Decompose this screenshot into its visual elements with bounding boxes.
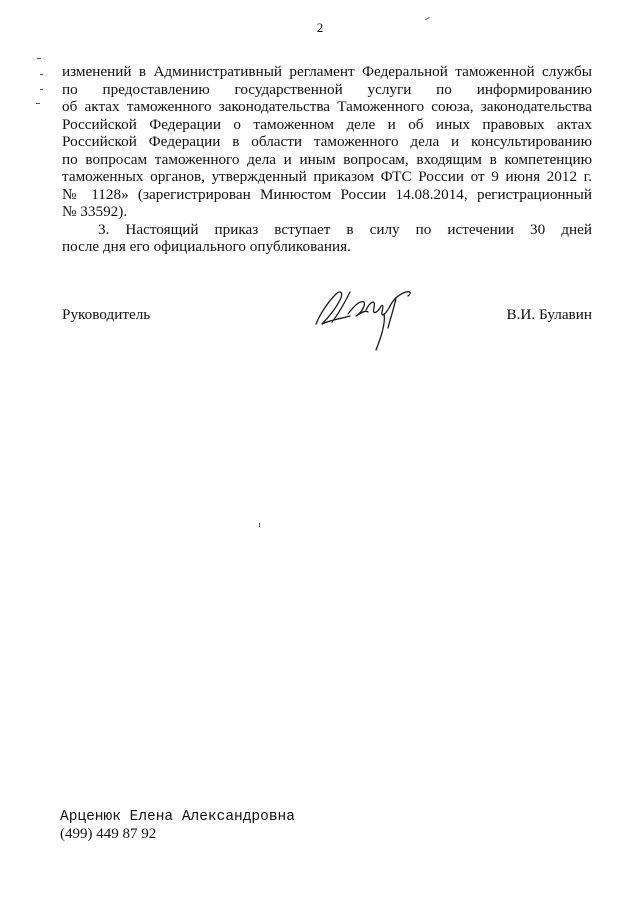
text-line: Российской Федерации в области таможенного дела и консультированию — [62, 133, 592, 150]
handwritten-signature — [310, 284, 420, 356]
scan-speck — [37, 58, 41, 59]
text-line: изменений в Административный регламент Федеральной таможенной службы — [62, 63, 592, 80]
scan-speck — [36, 103, 40, 104]
text-line: Российской Федерации о таможенном деле и об иных правовых актах — [62, 115, 592, 133]
scan-speck — [259, 523, 260, 527]
paragraph-effective-date — [62, 221, 592, 256]
text-line: по вопросам таможенного дела и иным вопросам, входящим в компетенцию — [62, 150, 592, 168]
paragraph-amendment-continuation — [62, 63, 592, 221]
text-line: после дня его официального опубликования. — [62, 238, 351, 255]
executor-info — [60, 809, 295, 843]
scan-speck — [40, 89, 43, 90]
document-body — [62, 63, 592, 256]
signer-name: В.И. Булавин — [506, 306, 592, 323]
text-line: по предоставлению государственной услуги по информированию — [62, 80, 592, 98]
executor-phone: (499) 449 87 92 — [60, 826, 157, 842]
text-line: № 1128» (зарегистрирован Минюстом России 14.08.2014, регистрационный — [62, 185, 592, 203]
text-line: № 33592). — [62, 203, 128, 220]
text-line: 3. Настоящий приказ вступает в силу по истечении 30 дней — [98, 220, 592, 238]
page-number: 2 — [316, 20, 324, 35]
text-line: об актах таможенного законодательства Таможенного союза, законодательства — [62, 98, 592, 115]
executor-name: Арценюк Елена Александровна — [60, 809, 295, 825]
scan-speck — [40, 74, 43, 75]
signer-position: Руководитель — [62, 306, 151, 323]
text-line: таможенных органов, утвержденный приказом ФТС России от 9 июня 2012 г. — [62, 168, 592, 185]
